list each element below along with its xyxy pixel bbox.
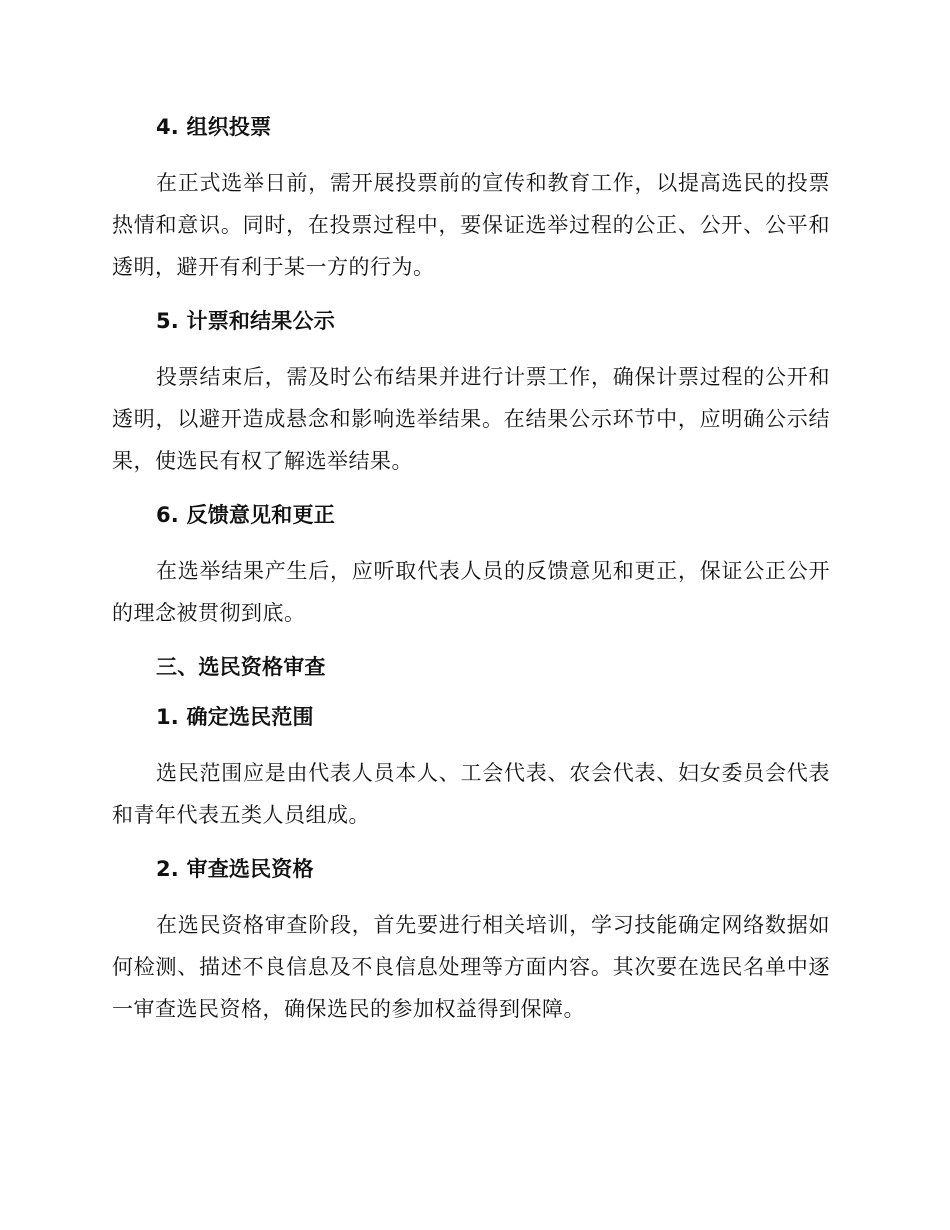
paragraph-voter-scope: 选民范围应是由代表人员本人、工会代表、农会代表、妇女委员会代表和青年代表五类人员组成。 bbox=[112, 761, 830, 827]
chapter-heading-voter-qualification: 三、选民资格审查 bbox=[156, 655, 326, 679]
section-heading-organize-voting: 4. 组织投票 bbox=[156, 115, 272, 139]
section-heading-counting-results: 5. 计票和结果公示 bbox=[156, 309, 335, 333]
section-heading-voter-scope: 1. 确定选民范围 bbox=[156, 705, 314, 729]
paragraph-counting-results: 投票结束后，需及时公布结果并进行计票工作，确保计票过程的公开和透明，以避开造成悬念和影响选举结果。在结果公示环节中，应明确公示结果，使选民有权了解选举结果。 bbox=[112, 365, 830, 473]
section-heading-review-qualification: 2. 审查选民资格 bbox=[156, 857, 314, 881]
section-heading-feedback: 6. 反馈意见和更正 bbox=[156, 503, 335, 527]
paragraph-review-qualification: 在选民资格审查阶段，首先要进行相关培训，学习技能确定网络数据如何检测、描述不良信息及不良信息处理等方面内容。其次要在选民名单中逐一审查选民资格，确保选民的参加权益得到保障。 bbox=[112, 913, 830, 1021]
paragraph-organize-voting: 在正式选举日前，需开展投票前的宣传和教育工作，以提高选民的投票热情和意识。同时，在投票过程中，要保证选举过程的公正、公开、公平和透明，避开有利于某一方的行为。 bbox=[112, 171, 830, 279]
paragraph-feedback: 在选举结果产生后，应听取代表人员的反馈意见和更正，保证公正公开的理念被贯彻到底。 bbox=[112, 559, 830, 625]
